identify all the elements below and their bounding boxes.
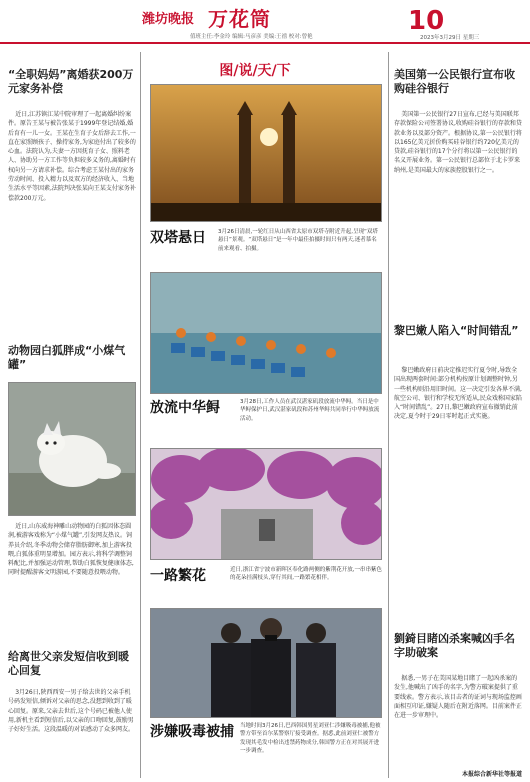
label-flowers: 一路繁花 [150,568,206,584]
body-svb: 美国第一公民银行27日宣布,已经与美国联邦存款保险公司签署协议,收购硅谷银行的存款和贷款业务以及部分资产。根据协议,第一公民银行将以165亿美元折价购买硅谷银行约720亿美元的贷款,硅谷银行的17个分行将以第一公民银行的名义开展业务。第一公民银行总部位于北卡罗来纳州,是美国最大的家族控股银行之一。 [394,111,522,174]
caption-sturgeon: 3月28日,工作人员在武汉湛家矶段放流中华鲟。当日是中华鲟保护日,武汉湛家矶段和苏州华鲟共同举行中华鲟放流活动。 [240,399,380,422]
newspaper-logo: 潍坊晚报 [142,12,195,27]
headline-full-time-mom: “全职妈妈”离婚获200万元家务补偿 [8,68,134,96]
body-lebanon: 黎巴嫩政府日前决定推迟实行夏令时,导致全国出现两套时间:部分机构按原计划调整时钟,另一些机构则沿用旧时间。这一决定引发各界不满,航空公司、银行和学校无所适从,民众戏称国家陷入“时间错乱”。27日,黎巴嫩政府宣布撤销此前决定,夏令时于29日零时起正式实施。 [394,367,522,421]
column-divider-right [388,52,389,778]
source-credit: 本报综合新华社等报道 [461,771,522,778]
headline-white-fox: 动物园白狐胖成“小煤气罐” [8,344,126,372]
photo-news-banner: 图/说/天/下 [219,63,291,79]
headline-murder: 劉錡目睹凶杀案喊凶手名字助破案 [394,632,515,660]
photo-twin-towers [150,84,382,222]
label-sturgeon: 放流中华鲟 [150,400,220,416]
body-sms-father: 3月26日,陕西西安一男子给去世的父亲手机号码发短信,倾诉对父亲的思念,没想到收到了暖心回复。原来,父亲去世后,这个号码已被他人使用,新机主看到短信后,以父亲的口吻回复,鼓励男子好好生活。这段温暖的对话感动了众多网友。 [8,689,135,734]
label-twin-towers: 双塔悬日 [150,230,206,246]
photo-white-fox [8,382,136,516]
caption-twin-towers: 3月26日清晨,一轮红日从山西省太原市双塔寺附近升起,呈现“双塔悬日”景观。“双塔悬日”是一年中最佳拍摄时间只有两天,迷者慕名前来观看、拍摄。 [218,229,378,252]
body-full-time-mom: 近日,江苏镇江某中院审理了一起离婚纠纷案件。原告王某与被告张某于1999年登记结婚,婚后育有一儿一女。王某在生育子女后辞去工作,一直在家照顾孩子、操持家务,为家庭付出了较多的心血。法院认为,夫妻一方因抚育子女、照料老人、协助另一方工作等负担较多义务的,离婚时有权向另一方请求补偿。综合考虑王某付出的家务劳动时间、投入精力以及双方的经济收入、当地生活水平等因素,法院判决张某向王某支付家务补偿款200万元。 [8,111,136,202]
photo-sturgeon [150,272,382,394]
headline-sms-father: 给离世父亲发短信收到暖心回复 [8,650,129,678]
column-divider-left [140,52,141,778]
photo-flowers [150,448,382,560]
issue-date: 2023年3月29日 星期三 [420,35,480,41]
body-murder: 据悉,一男子在美国某地目睹了一起凶杀案的发生,他喊出了凶手的名字,为警方破案提供了重要线索。警方表示,该目击者的证词与现场监控画面相互印证,嫌疑人随后在附近落网。目前案件正在进一步审理中。 [394,675,522,720]
section-title: 万花筒 [208,7,271,31]
headline-svb: 美国第一公民银行宣布收购硅谷银行 [394,68,515,96]
body-white-fox: 近日,山东威海神雕山动物园的白狐因体态圆润,被游客戏称为“小煤气罐”,引发网友热议。饲养员介绍,冬季动物会储存脂肪御寒,加上游客投喂,白狐体重明显增加。园方表示,将科学调整饲料配比,并加强运动管理,帮助白狐恢复健康体态,同时提醒游客文明游园,不要随意投喂动物。 [8,523,134,577]
photo-arrest [150,608,382,718]
label-arrest: 涉嫌吸毒被捕 [150,724,234,740]
caption-arrest: 当地时间3月26日,巴西韩国男星刘亚仁涉嫌吸毒被捕,他被警方带至首尔某警察厅接受调查。据悉,此前刘亚仁被警方发现其毛发中检出违禁药物成分,韩国警方正在对其展开进一步调查。 [240,723,381,754]
page-number: 10 [408,6,445,36]
editor-credits: 值班主任:李金玲 编辑:马彦彦 美编:王禧 校对:曾艳 [190,34,313,40]
caption-flowers: 近日,浙江省宁波市新晖区奉化路两侧的紫荆花开放,一串串紫色的花朵挂满枝头,穿行其间,一路繁花相伴。 [230,567,382,582]
headline-lebanon: 黎巴嫩人陷入“时间错乱” [394,324,519,337]
page-header [0,0,530,44]
